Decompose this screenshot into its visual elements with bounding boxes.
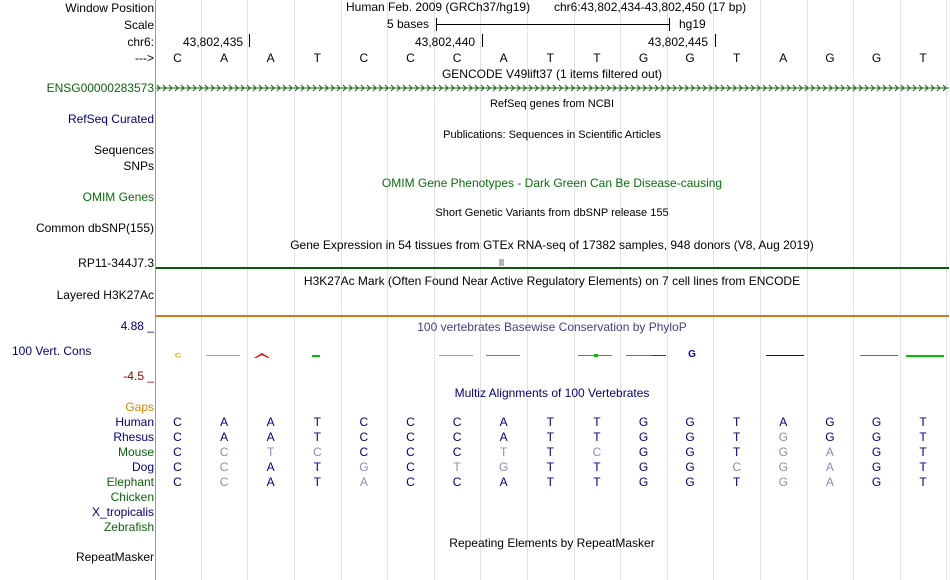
species-label[interactable]: X_tropicalis (91, 505, 154, 519)
sequence-base: G (638, 51, 649, 65)
phylop-logo-graphic (156, 349, 949, 365)
alignment-base: C (359, 430, 369, 444)
logo-base-c: C (174, 351, 182, 360)
sequence-base: A (266, 51, 275, 65)
ruler-tick-label: 43,802,440 (415, 35, 476, 49)
alignment-base: G (638, 415, 649, 429)
sequence-base: A (779, 51, 788, 65)
alignment-base: G (871, 475, 882, 489)
alignment-base: A (499, 430, 508, 444)
alignment-base: A (266, 460, 275, 474)
alignment-base: C (173, 460, 182, 474)
refseq-track-label[interactable]: RefSeq Curated (67, 112, 154, 126)
alignment-base: T (313, 475, 321, 489)
sequence-base: T (593, 51, 601, 65)
sequence-base: A (220, 51, 229, 65)
alignment-base: T (593, 415, 601, 429)
alignment-base: C (406, 475, 415, 489)
sequence-base: A (499, 51, 508, 65)
conservation-max-label: 4.88 _ (120, 319, 154, 333)
alignment-base: A (266, 415, 275, 429)
refseq-track-title: RefSeq genes from NCBI (489, 98, 615, 110)
sequence-base: T (546, 51, 554, 65)
alignment-base: C (359, 445, 369, 459)
alignment-base: T (500, 445, 508, 459)
snps-track-label[interactable]: SNPs (123, 159, 154, 173)
alignment-base: G (871, 445, 882, 459)
logo-base-a2 (486, 355, 520, 356)
alignment-base: G (778, 430, 788, 444)
h3k27ac-baseline (156, 315, 949, 317)
logo-base-g-large: G (688, 349, 696, 360)
alignment-base: T (593, 475, 601, 489)
scale-bar-right-cap (669, 18, 670, 31)
alignment-base: G (778, 475, 788, 489)
alignment-base: T (593, 460, 601, 474)
sequence-base: T (919, 51, 927, 65)
ruler-tick-label: 43,802,435 (183, 35, 244, 49)
multiz-track-title: Multiz Alignments of 100 Vertebrates (454, 386, 650, 400)
species-label[interactable]: Rhesus (113, 430, 154, 444)
alignment-base: C (173, 475, 182, 489)
h3k27ac-track-title: H3K27Ac Mark (Often Found Near Active Regulatory Elements) on 7 cell lines from ENCODE (303, 274, 801, 288)
alignment-base: C (219, 460, 229, 474)
sequence-base: C (452, 51, 462, 65)
logo-base-a (206, 355, 240, 356)
omim-track-title: OMIM Gene Phenotypes - Dark Green Can Be Disease-causing (381, 176, 723, 190)
logo-base-t5 (906, 355, 944, 357)
ruler-tick (482, 34, 483, 47)
dbsnp-track-title: Short Genetic Variants from dbSNP release 155 (435, 207, 669, 219)
alignment-base: A (220, 430, 229, 444)
species-label[interactable]: Mouse (117, 445, 154, 459)
alignment-base: T (546, 430, 554, 444)
alignment-base: G (778, 460, 788, 474)
alignment-base: G (871, 415, 882, 429)
alignment-base: T (546, 445, 554, 459)
scale-text: 5 bases (387, 17, 430, 31)
alignment-base: A (779, 415, 788, 429)
alignment-base: T (546, 415, 554, 429)
alignment-base: T (919, 445, 927, 459)
alignment-base: G (638, 430, 649, 444)
sequence-base: T (733, 51, 741, 65)
sequence-base: G (825, 51, 835, 65)
alignment-base: A (220, 415, 229, 429)
alignment-base: C (173, 445, 182, 459)
sequence-base: C (359, 51, 369, 65)
alignment-base: C (173, 430, 182, 444)
alignment-base: A (825, 460, 834, 474)
ruler-tick (715, 34, 716, 47)
repeatmasker-track-title: Repeating Elements by RepeatMasker (449, 536, 655, 550)
alignment-base: G (685, 460, 695, 474)
alignment-base: C (359, 415, 369, 429)
conservation-track-label[interactable]: 100 Vert. Cons (12, 344, 92, 358)
alignment-base: C (452, 430, 462, 444)
snp-marker[interactable] (499, 259, 504, 266)
alignment-base: T (919, 475, 927, 489)
gtex-track-title: Gene Expression in 54 tissues from GTEx RNA-seq of 17382 samples, 948 donors (V8, Aug 2019) (290, 238, 814, 252)
alignment-base: T (733, 430, 741, 444)
gencode-track-title: GENCODE V49lift37 (1 items filtered out) (441, 67, 663, 81)
sequence-base: C (406, 51, 415, 65)
alignment-base: G (685, 475, 695, 489)
logo-base-c2 (439, 355, 473, 356)
logo-base-a3 (766, 355, 804, 356)
omim-track-label[interactable]: OMIM Genes (82, 190, 154, 204)
alignment-base: C (312, 445, 322, 459)
alignment-base: T (313, 415, 321, 429)
alignment-base: T (733, 475, 741, 489)
alignment-base: A (499, 475, 508, 489)
alignment-base: C (406, 430, 415, 444)
strand-label: ---> (135, 51, 154, 65)
ruler-tick-label: 43,802,445 (648, 35, 709, 49)
sequence-base: T (313, 51, 321, 65)
alignment-base: C (219, 445, 229, 459)
alignment-base: C (406, 445, 415, 459)
window-position-label: Window Position (65, 1, 154, 15)
alignment-base: G (871, 430, 882, 444)
logo-base-t3 (594, 354, 598, 357)
alignment-base: T (733, 415, 741, 429)
alignment-base: G (359, 460, 369, 474)
alignment-base: G (685, 430, 695, 444)
alignment-base: G (825, 430, 835, 444)
alignment-base: G (871, 460, 882, 474)
logo-base-t (312, 355, 320, 357)
alignment-base: C (452, 415, 462, 429)
species-label[interactable]: Elephant (106, 475, 154, 489)
alignment-base: A (266, 475, 275, 489)
h3k27ac-track-label[interactable]: Layered H3K27Ac (56, 288, 154, 302)
alignment-base: T (546, 460, 554, 474)
gene-strand-arrows (156, 81, 949, 95)
alignment-base: G (638, 460, 649, 474)
gtex-baseline (156, 267, 949, 269)
conservation-logo (156, 349, 949, 365)
species-label[interactable]: Human (115, 415, 154, 429)
species-label[interactable]: Chicken (110, 490, 154, 504)
alignment-base: A (825, 475, 834, 489)
alignment-base: G (778, 445, 788, 459)
alignment-base: G (825, 415, 835, 429)
alignment-base: C (219, 475, 229, 489)
chr-label: chr6: (127, 35, 154, 49)
alignment-base: G (638, 445, 649, 459)
alignment-base: A (499, 415, 508, 429)
dbsnp-track-label[interactable]: Common dbSNP(155) (35, 221, 154, 235)
alignment-base: T (733, 445, 741, 459)
sequence-base: G (871, 51, 882, 65)
gencode-gene-feature[interactable] (156, 81, 949, 95)
logo-base-g (652, 355, 666, 356)
alignment-base: T (919, 430, 927, 444)
scale-label: Scale (123, 18, 154, 32)
alignment-base: A (825, 445, 834, 459)
alignment-base: C (452, 475, 462, 489)
alignment-base: G (638, 475, 649, 489)
alignment-base: C (592, 445, 602, 459)
alignment-base: C (452, 445, 462, 459)
alignment-base: T (267, 445, 275, 459)
alignment-base: T (919, 460, 927, 474)
scale-assembly: hg19 (679, 17, 706, 31)
publications-track-label[interactable]: Sequences (93, 143, 154, 157)
alignment-base: T (313, 430, 321, 444)
alignment-base: T (919, 415, 927, 429)
scale-bar (436, 24, 670, 25)
logo-base-g2 (860, 355, 898, 356)
logo-base-a-red (254, 353, 270, 358)
alignment-base: A (266, 430, 275, 444)
gaps-label: Gaps (125, 400, 154, 414)
alignment-base: G (685, 445, 695, 459)
alignment-base: T (546, 475, 554, 489)
conservation-track-title: 100 vertebrates Basewise Conservation by PhyloP (417, 320, 687, 334)
repeatmasker-track-label[interactable]: RepeatMasker (75, 550, 154, 564)
scale-bar-left-cap (436, 18, 437, 31)
gtex-track-label[interactable]: RP11-344J7.3 (78, 256, 154, 270)
alignment-base: C (406, 460, 415, 474)
alignment-base: G (499, 460, 509, 474)
alignment-base: T (593, 430, 601, 444)
alignment-base: T (313, 460, 321, 474)
position-text: chr6:43,802,434-43,802,450 (17 bp) (554, 0, 747, 14)
alignment-base: C (406, 415, 415, 429)
publications-track-title: Publications: Sequences in Scientific Articles (443, 129, 661, 141)
species-label[interactable]: Dog (131, 460, 154, 474)
sequence-base: C (173, 51, 182, 65)
alignment-base: G (685, 415, 695, 429)
gencode-track-label[interactable]: ENSG00000283573 (46, 81, 154, 95)
alignment-base: T (453, 460, 461, 474)
ruler-tick (249, 34, 250, 47)
alignment-base: A (359, 475, 368, 489)
conservation-min-label: -4.5 _ (123, 369, 154, 383)
species-label[interactable]: Zebrafish (103, 520, 154, 534)
alignment-base: C (173, 415, 182, 429)
sequence-base: G (685, 51, 695, 65)
assembly-text: Human Feb. 2009 (GRCh37/hg19) (346, 0, 531, 14)
alignment-base: C (732, 460, 742, 474)
